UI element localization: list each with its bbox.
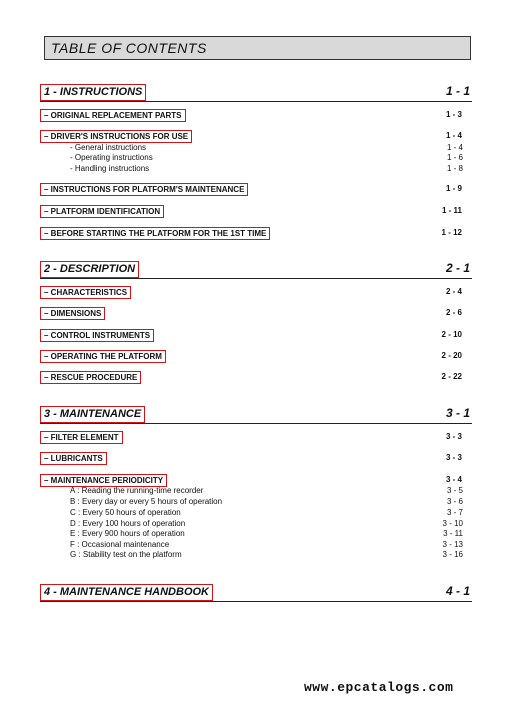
toc-section-rescue-procedure[interactable] bbox=[40, 371, 472, 384]
subsection-page: 3 - 11 bbox=[443, 529, 463, 538]
toc-section-dimensions[interactable] bbox=[40, 307, 472, 320]
toc-section-original-parts[interactable] bbox=[40, 109, 472, 122]
section-page: 1 - 9 bbox=[445, 184, 462, 193]
subsection-label: - General instructions bbox=[70, 143, 147, 152]
toc-section-characteristics[interactable] bbox=[40, 286, 472, 299]
toc-section-operating-platform[interactable] bbox=[40, 350, 472, 363]
toc-subsection[interactable] bbox=[70, 508, 463, 519]
subsection-page: 1 - 6 bbox=[446, 153, 463, 162]
chapter-3-heading[interactable] bbox=[40, 406, 472, 424]
toc-section-control-instruments[interactable] bbox=[40, 329, 472, 342]
page-title: TABLE OF CONTENTS bbox=[51, 40, 207, 56]
toc-subsection[interactable] bbox=[70, 497, 463, 508]
section-label[interactable]: – FILTER ELEMENT bbox=[40, 431, 123, 444]
section-label[interactable]: – MAINTENANCE PERIODICITY bbox=[40, 474, 167, 487]
subsection-page: 3 - 10 bbox=[442, 519, 463, 528]
subsection-page: 1 - 4 bbox=[446, 143, 463, 152]
chapter-rule bbox=[40, 423, 472, 424]
section-label[interactable]: – LUBRICANTS bbox=[40, 452, 107, 465]
subsection-page: 3 - 7 bbox=[446, 508, 463, 517]
toc-section-filter-element[interactable] bbox=[40, 431, 472, 444]
section-label[interactable]: – INSTRUCTIONS FOR PLATFORM'S MAINTENANCE bbox=[40, 183, 248, 196]
subsection-page: 1 - 8 bbox=[446, 164, 463, 173]
chapter-3-page: 3 - 1 bbox=[445, 406, 470, 420]
subsection-page: 3 - 5 bbox=[446, 486, 463, 495]
section-page: 2 - 4 bbox=[445, 287, 462, 296]
toc-subsection[interactable] bbox=[70, 164, 463, 175]
subsection-label: - Handling instructions bbox=[70, 164, 150, 173]
section-page: 2 - 10 bbox=[441, 330, 462, 339]
chapter-rule bbox=[40, 101, 472, 102]
section-label[interactable]: – PLATFORM IDENTIFICATION bbox=[40, 205, 164, 218]
section-page: 3 - 3 bbox=[445, 432, 462, 441]
chapter-1-page: 1 - 1 bbox=[445, 84, 470, 98]
section-page: 1 - 11 bbox=[441, 206, 462, 215]
toc-section-driver-instructions[interactable] bbox=[40, 130, 472, 143]
toc-title-box bbox=[44, 36, 471, 60]
toc-subsection[interactable] bbox=[70, 529, 463, 540]
section-page: 3 - 3 bbox=[445, 453, 462, 462]
chapter-2-label[interactable]: 2 - DESCRIPTION bbox=[40, 261, 139, 278]
section-page: 3 - 4 bbox=[445, 475, 462, 484]
section-label[interactable]: – DIMENSIONS bbox=[40, 307, 105, 320]
subsection-label: B : Every day or every 5 hours of operation bbox=[70, 497, 223, 506]
section-label[interactable]: – BEFORE STARTING THE PLATFORM FOR THE 1ST TIME bbox=[40, 227, 270, 240]
section-page: 1 - 4 bbox=[445, 131, 462, 140]
subsection-label: - Operating instructions bbox=[70, 153, 153, 162]
subsection-label: C : Every 50 hours of operation bbox=[70, 508, 181, 517]
chapter-4-label[interactable]: 4 - MAINTENANCE HANDBOOK bbox=[40, 584, 213, 601]
chapter-1-label[interactable]: 1 - INSTRUCTIONS bbox=[40, 84, 146, 101]
section-label[interactable]: – RESCUE PROCEDURE bbox=[40, 371, 141, 384]
subsection-page: 3 - 13 bbox=[442, 540, 463, 549]
subsection-label: D : Every 100 hours of operation bbox=[70, 519, 186, 528]
footer-watermark: www.epcatalogs.com bbox=[304, 680, 454, 695]
chapter-4-page: 4 - 1 bbox=[445, 584, 470, 598]
section-page: 2 - 22 bbox=[441, 372, 462, 381]
section-page: 1 - 12 bbox=[441, 228, 462, 237]
toc-section-before-starting[interactable] bbox=[40, 227, 472, 240]
subsection-label: G : Stability test on the platform bbox=[70, 550, 182, 559]
chapter-2-page: 2 - 1 bbox=[445, 261, 470, 275]
subsection-page: 3 - 6 bbox=[446, 497, 463, 506]
toc-subsection[interactable] bbox=[70, 486, 463, 497]
subsection-page: 3 - 16 bbox=[442, 550, 463, 559]
subsection-label: E : Every 900 hours of operation bbox=[70, 529, 185, 538]
subsection-label: F : Occasional maintenance bbox=[70, 540, 170, 549]
chapter-rule bbox=[40, 278, 472, 279]
section-page: 2 - 20 bbox=[441, 351, 462, 360]
section-page: 2 - 6 bbox=[445, 308, 462, 317]
toc-subsection[interactable] bbox=[70, 153, 463, 164]
section-label[interactable]: – CHARACTERISTICS bbox=[40, 286, 131, 299]
section-label[interactable]: – ORIGINAL REPLACEMENT PARTS bbox=[40, 109, 186, 122]
subsection-label: A : Reading the running-time recorder bbox=[70, 486, 204, 495]
section-label[interactable]: – CONTROL INSTRUMENTS bbox=[40, 329, 154, 342]
section-page: 1 - 3 bbox=[445, 110, 462, 119]
chapter-4-heading[interactable] bbox=[40, 584, 472, 602]
chapter-2-heading[interactable] bbox=[40, 261, 472, 279]
toc-section-platform-identification[interactable] bbox=[40, 205, 472, 218]
section-label[interactable]: – OPERATING THE PLATFORM bbox=[40, 350, 166, 363]
chapter-3-label[interactable]: 3 - MAINTENANCE bbox=[40, 406, 145, 423]
toc-section-lubricants[interactable] bbox=[40, 452, 472, 465]
toc-subsection[interactable] bbox=[70, 550, 463, 561]
section-label[interactable]: – DRIVER'S INSTRUCTIONS FOR USE bbox=[40, 130, 192, 143]
chapter-1-heading[interactable] bbox=[40, 84, 472, 102]
chapter-rule bbox=[40, 601, 472, 602]
toc-section-platform-maintenance[interactable] bbox=[40, 183, 472, 196]
